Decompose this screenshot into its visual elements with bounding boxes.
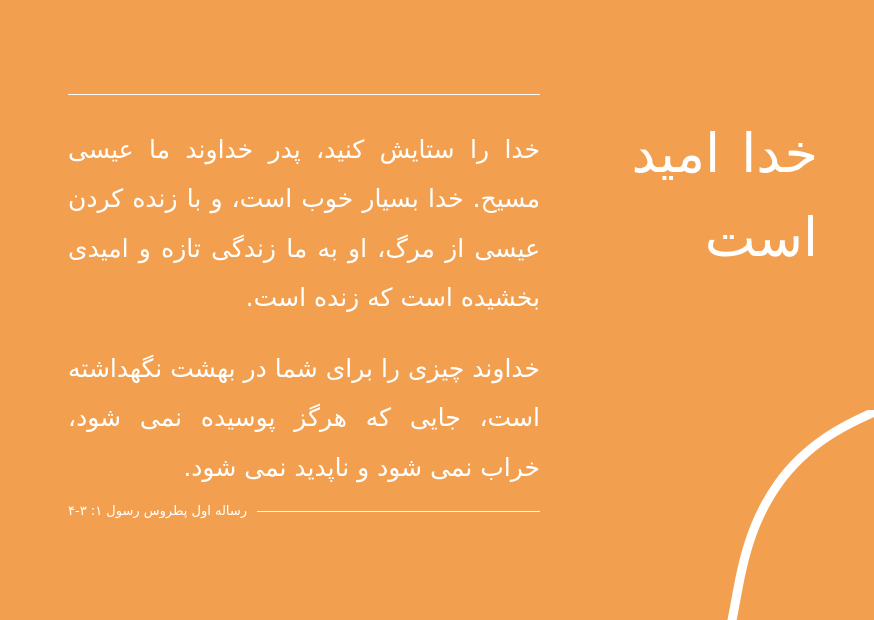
top-divider <box>68 94 540 95</box>
title-line-1: خدا امید <box>631 122 818 185</box>
scripture-reference: رساله اول پطروس رسول ۱: ۳-۴ <box>68 503 248 519</box>
paragraph-2: خداوند چیزی را برای شما در بهشت نگهداشته است، جایی که هرگز پوسیده نمی شود، خراب نمی شود و ناپدید نمی شود. <box>68 354 540 482</box>
bottom-divider <box>257 511 540 512</box>
scripture-body <box>68 94 540 519</box>
reference-row <box>68 504 540 519</box>
decorative-swoosh <box>614 410 874 620</box>
paragraph-1: خدا را ستایش کنید، پدر خداوند ما عیسی مسیح. خدا بسیار خوب است، و با زنده کردن عیسی از مرگ، او به ما زندگی تازه و امیدی بخشیده است که زنده است. <box>68 135 540 312</box>
title-line-2: است <box>704 205 818 269</box>
card-title <box>518 112 818 279</box>
